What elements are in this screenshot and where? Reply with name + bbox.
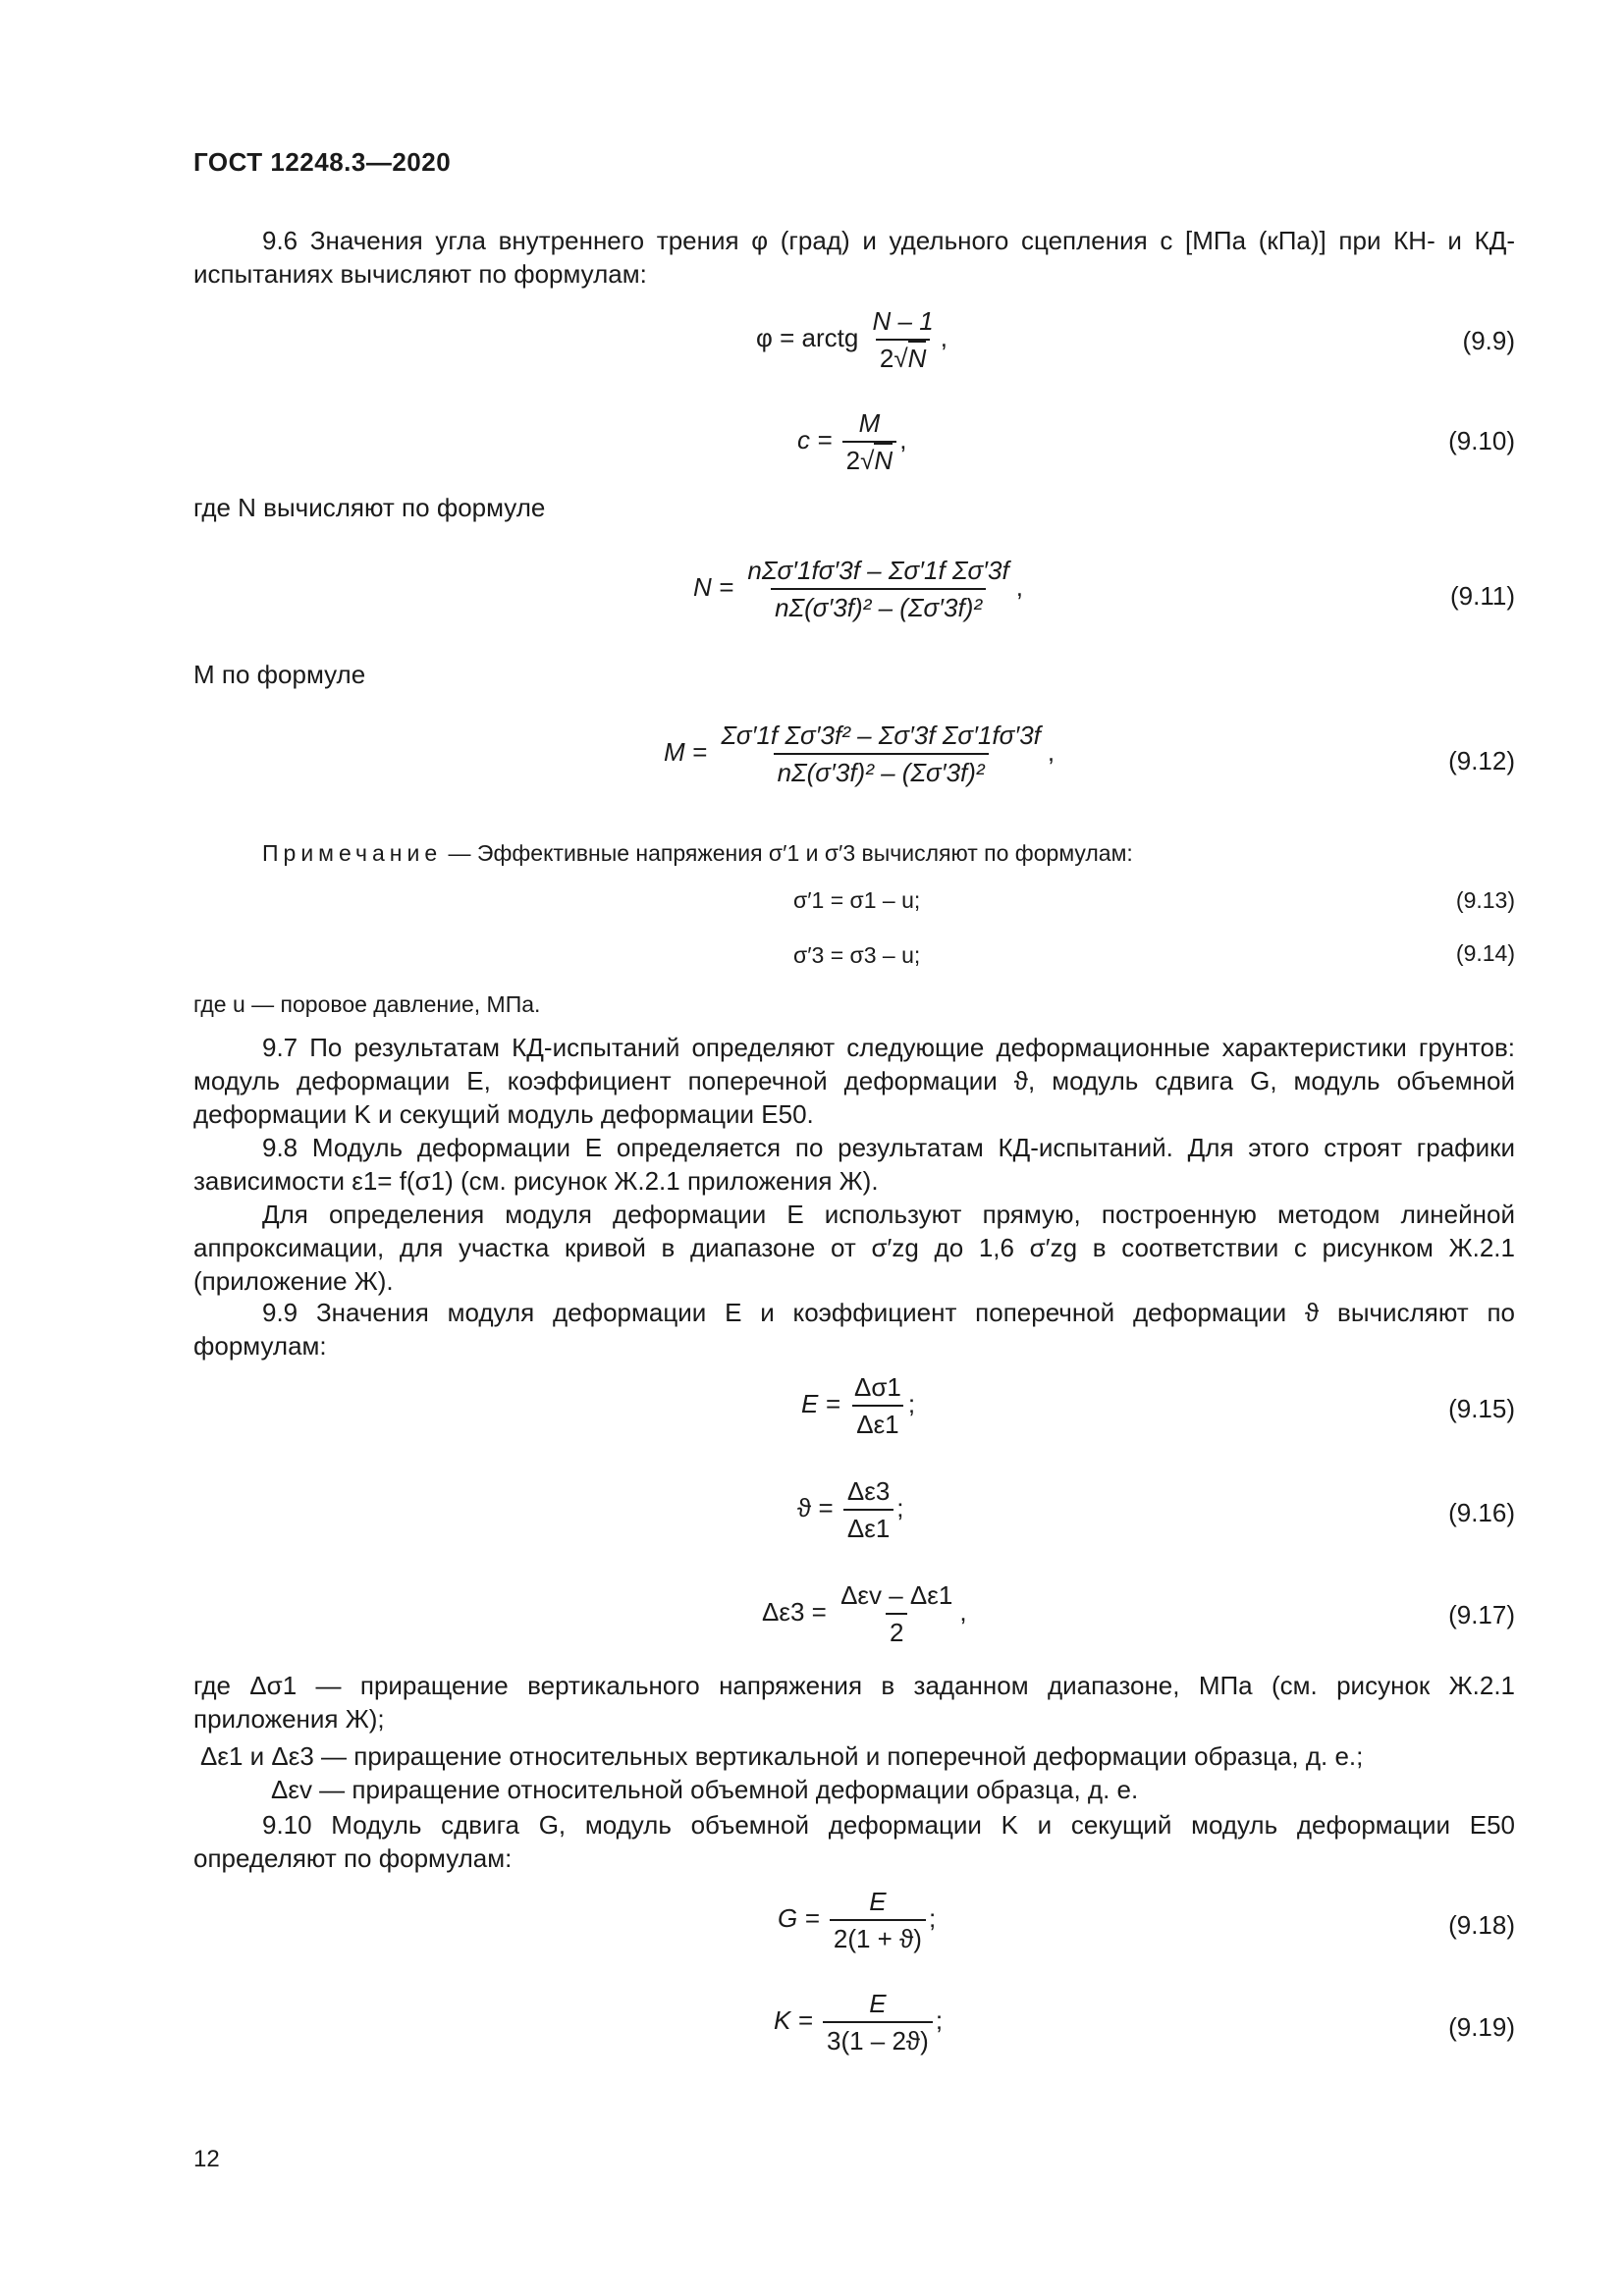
paragraph-9-7: 9.7 По результатам КД-испытаний определяют следующие деформационные характеристики грунтов: модуль деформации E, коэффициент поперечной деформации ϑ, модуль сдвига G, модуль объемной деформации K и секущий модуль деформации E50. — [193, 1033, 1515, 1129]
formula-9-19: K = $\frac{E}{3(1 - 2ϑ)}$ ; — [774, 1989, 944, 2056]
formula-9-11: N = $\frac{\text{nΣσ′1fσ′3f – Σσ′1f Σσ′3f}}{\text{nΣ(σ′3f)² – (Σσ′3f)²}}$ , — [693, 556, 1023, 622]
document-header: ГОСТ 12248.3—2020 — [193, 147, 452, 177]
formula-9-10: c = $\frac{M}{2√N}$ , — [797, 408, 907, 475]
formula-number-9-13: (9.13) — [1455, 887, 1515, 913]
formula-9-13: σ′1 = σ1 – u; — [793, 887, 921, 913]
note-label: Примечание — [262, 840, 443, 866]
paragraph-9-8-continued: Для определения модуля деформации E используют прямую, построенную методом линейной аппроксимации, для участка кривой в диапазоне от σ′zg до 1,6 σ′zg в соответствии с рисунком Ж.2.1 (приложение Ж). — [193, 1200, 1515, 1296]
formula-9-14: σ′3 = σ3 – u; — [793, 942, 921, 968]
formula-number-9-14: (9.14) — [1455, 940, 1515, 966]
text-where-u: где u — поровое давление, МПа. — [193, 991, 541, 1017]
formula-9-15: E = $\frac{\Delta\sigma 1}{\Delta\varepsilon 1}$ ; — [801, 1372, 916, 1439]
formula-number-9-15: (9.15) — [1448, 1394, 1515, 1423]
note-text: — Эффективные напряжения σ′1 и σ′3 вычисляют по формулам: — [448, 840, 1133, 866]
formula-number-9-16: (9.16) — [1448, 1498, 1515, 1527]
formula-9-12: M = $\frac{\text{Σσ′1f Σσ′3f² – Σσ′3f Σσ′1fσ′3f}}{\text{nΣ(σ′3f)² – (Σσ′3f)²}}$ , — [664, 721, 1056, 787]
formula-number-9-19: (9.19) — [1448, 2012, 1515, 2042]
formula-number-9-18: (9.18) — [1448, 1910, 1515, 1940]
note — [262, 840, 1133, 867]
formula-9-18: G = $\frac{E}{2(1 + ϑ)}$ ; — [778, 1887, 937, 1953]
paragraph-9-10: 9.10 Модуль сдвига G, модуль объемной деформации K и секущий модуль деформации E50 определяют по формулам: — [193, 1810, 1515, 1873]
formula-number-9-11: (9.11) — [1450, 581, 1515, 611]
formula-9-17: Δε3 = $\frac{\text{Δεv – Δε1}}{2}$ , — [762, 1580, 967, 1647]
formula-number-9-17: (9.17) — [1448, 1600, 1515, 1629]
formula-number-9-9: (9.9) — [1462, 326, 1515, 355]
formula-9-9: φ = arctg $\frac{N - 1}{2√N}$ , — [756, 306, 947, 373]
definition-delta-epsilon-v: Δεv — приращение относительной объемной деформации образца, д. е. — [271, 1775, 1139, 1804]
paragraph-9-8: 9.8 Модуль деформации E определяется по результатам КД-испытаний. Для этого строят графики зависимости ε1= f(σ1) (см. рисунок Ж.2.1 приложения Ж). — [193, 1133, 1515, 1196]
page-number: 12 — [193, 2146, 220, 2172]
definition-delta-epsilon-1-3: Δε1 и Δε3 — приращение относительных вертикальной и поперечной деформации образца, д. е.; — [200, 1741, 1364, 1771]
text-where-n: где N вычисляют по формуле — [193, 493, 546, 522]
formula-number-9-10: (9.10) — [1448, 426, 1515, 455]
definition-delta-sigma: где Δσ1 — приращение вертикального напряжения в заданном диапазоне, МПа (см. рисунок Ж.2.1 приложения Ж); — [193, 1671, 1515, 1734]
paragraph-9-6: 9.6 Значения угла внутреннего трения φ (град) и удельного сцепления c [МПа (кПа)] при КН- и КД-испытаниях вычисляют по формулам: — [193, 226, 1515, 289]
paragraph-9-9: 9.9 Значения модуля деформации E и коэффициент поперечной деформации ϑ вычисляют по формулам: — [193, 1298, 1515, 1361]
formula-number-9-12: (9.12) — [1448, 746, 1515, 775]
text-m-formula: M по формуле — [193, 660, 366, 689]
formula-9-16: ϑ = $\frac{\Delta\varepsilon 3}{\Delta\varepsilon 1}$ ; — [797, 1476, 904, 1543]
